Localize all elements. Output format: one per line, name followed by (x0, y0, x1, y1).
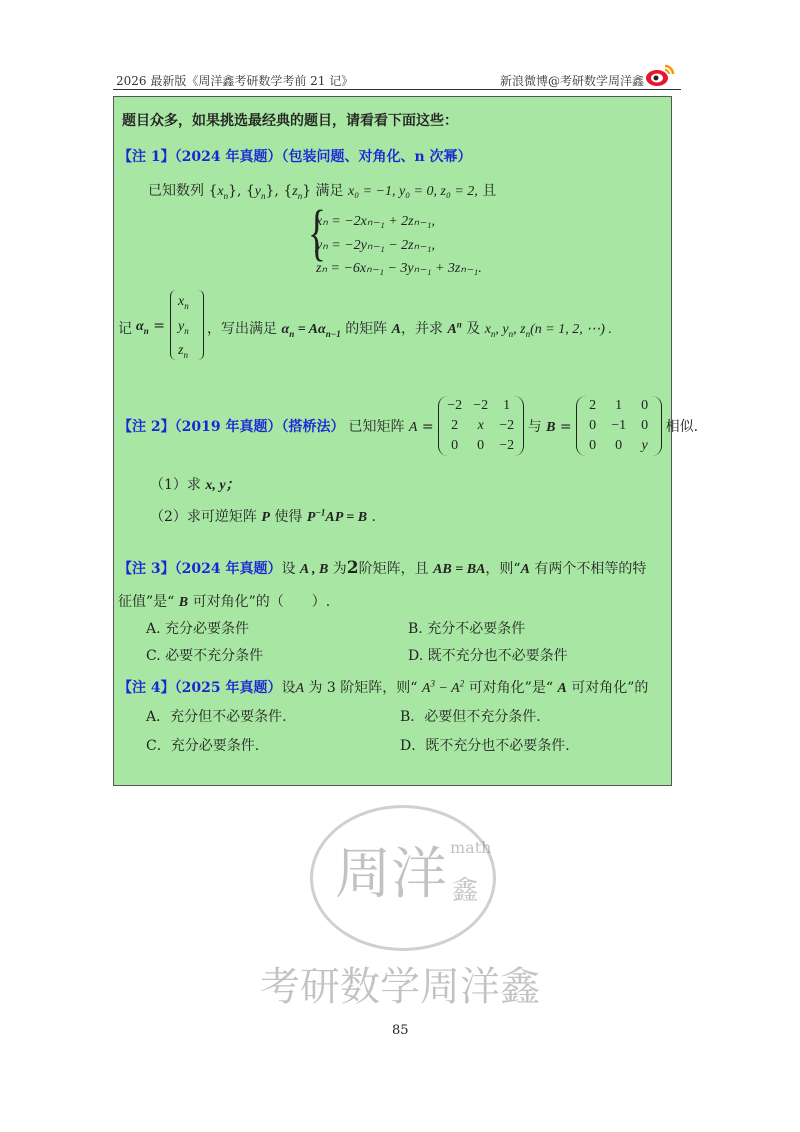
note2-known: 已知矩阵 A = (348, 419, 434, 435)
matrix-b-cell: −1 (611, 418, 627, 433)
watermark-xin: 鑫 (452, 876, 479, 906)
matrix-a-cell: −2 (499, 438, 515, 453)
matrix-b (576, 396, 662, 456)
note4-option-d[interactable]: D．既不充分也不必要条件. (400, 738, 570, 754)
matrix-b-cell: 0 (641, 418, 649, 433)
eq1: xₙ = −2xₙ₋₁ + 2zₙ₋₁, (316, 214, 435, 229)
matrix-a-cell: −2 (447, 398, 463, 413)
vec-z: $z_n$ (178, 343, 188, 360)
intro-text: 题目众多，如果挑选最经典的题目，请看看下面这些： (122, 113, 458, 129)
note2-similar: 相似. (665, 419, 699, 435)
matrix-b-cell: 0 (615, 438, 623, 453)
note3-option-a[interactable]: A. 充分必要条件 (146, 621, 250, 637)
vec-x: $x_n$ (178, 294, 189, 311)
note1-task-ji: 记 (118, 321, 132, 337)
watermark-name: 周洋 (335, 842, 447, 907)
weibo-logo-icon (645, 63, 675, 87)
note2-with: 与 B = (527, 419, 572, 435)
matrix-b-cell: 0 (589, 438, 597, 453)
note2-q1: （1）求 x, y； (150, 477, 240, 493)
note3-option-b[interactable]: B. 充分不必要条件 (408, 621, 526, 637)
eq3: zₙ = −6xₙ₋₁ − 3yₙ₋₁ + 3zₙ₋₁. (316, 261, 482, 276)
matrix-b-cell: 2 (589, 398, 597, 413)
matrix-a-cell: −2 (473, 398, 489, 413)
matrix-a (438, 396, 524, 456)
note1-given: 已知数列 $\{x_n\}$, $\{y_n\}$, $\{z_n\}$ 满足 x₀ = −1, y₀ = 0, z₀ = 2, 且 (148, 183, 497, 201)
matrix-a-cell: x (477, 418, 484, 433)
note2-heading: 【注 2】（2019 年真题）（搭桥法） (118, 419, 345, 435)
vec-y: $y_n$ (178, 319, 189, 336)
note3-line2: 征值”是“ B 可对角化”的（ ）. (118, 594, 331, 610)
watermark-math: math (450, 838, 492, 857)
watermark-line: 考研数学周洋鑫 (260, 964, 540, 1010)
matrix-b-cell: 0 (589, 418, 597, 433)
alpha-n: $\alpha_n$ = (136, 318, 165, 336)
matrix-b-cell: 0 (641, 398, 649, 413)
eq2: yₙ = −2yₙ₋₁ − 2zₙ₋₁, (316, 238, 435, 253)
note4-option-a[interactable]: A．充分但不必要条件. (146, 709, 287, 725)
note1-task: ，写出满足 $\alpha_n = A\alpha_{n-1}$ 的矩阵 A，并求 $A^n$ 及 $x_n$, $y_n$, $z_n(n = 1$, 2, ⋯) . (207, 319, 612, 339)
page-number: 85 (392, 1023, 409, 1038)
header-weibo: 新浪微博@考研数学周洋鑫 (500, 74, 645, 88)
matrix-a-cell: 0 (477, 438, 485, 453)
header-title: 2026 最新版《周洋鑫考研数学考前 21 记》 (116, 74, 354, 88)
note4-option-c[interactable]: C．充分必要条件. (146, 738, 260, 754)
matrix-a-cell: 2 (451, 418, 459, 433)
matrix-a-cell: 1 (503, 398, 511, 413)
matrix-a-cell: 0 (451, 438, 459, 453)
system-brace: { (307, 199, 326, 267)
matrix-b-cell: y (641, 438, 648, 453)
note4-line: 【注 4】（2025 年真题）设A 为 3 阶矩阵，则“ $A^3 - A^2$ 可对角化”是“ A 可对角化”的 (118, 678, 649, 696)
header-rule (113, 89, 681, 90)
note3-option-d[interactable]: D. 既不充分也不必要条件 (408, 648, 568, 664)
note1-heading: 【注 1】（2024 年真题）（包装问题、对角化、n 次幂） (118, 149, 472, 165)
note3-option-c[interactable]: C. 必要不充分条件 (146, 648, 264, 664)
note4-option-b[interactable]: B．必要但不充分条件. (400, 709, 541, 725)
matrix-a-cell: −2 (499, 418, 515, 433)
note2-q2: （2）求可逆矩阵 P 使得 $P^{-1}AP = B$ . (150, 507, 376, 525)
note2-row (118, 396, 698, 456)
matrix-b-cell: 1 (615, 398, 623, 413)
note3-line1: 【注 3】（2024 年真题）设 A , B 为2阶矩阵，且 AB = BA，则“A 有两个不相等的特 (118, 558, 647, 578)
